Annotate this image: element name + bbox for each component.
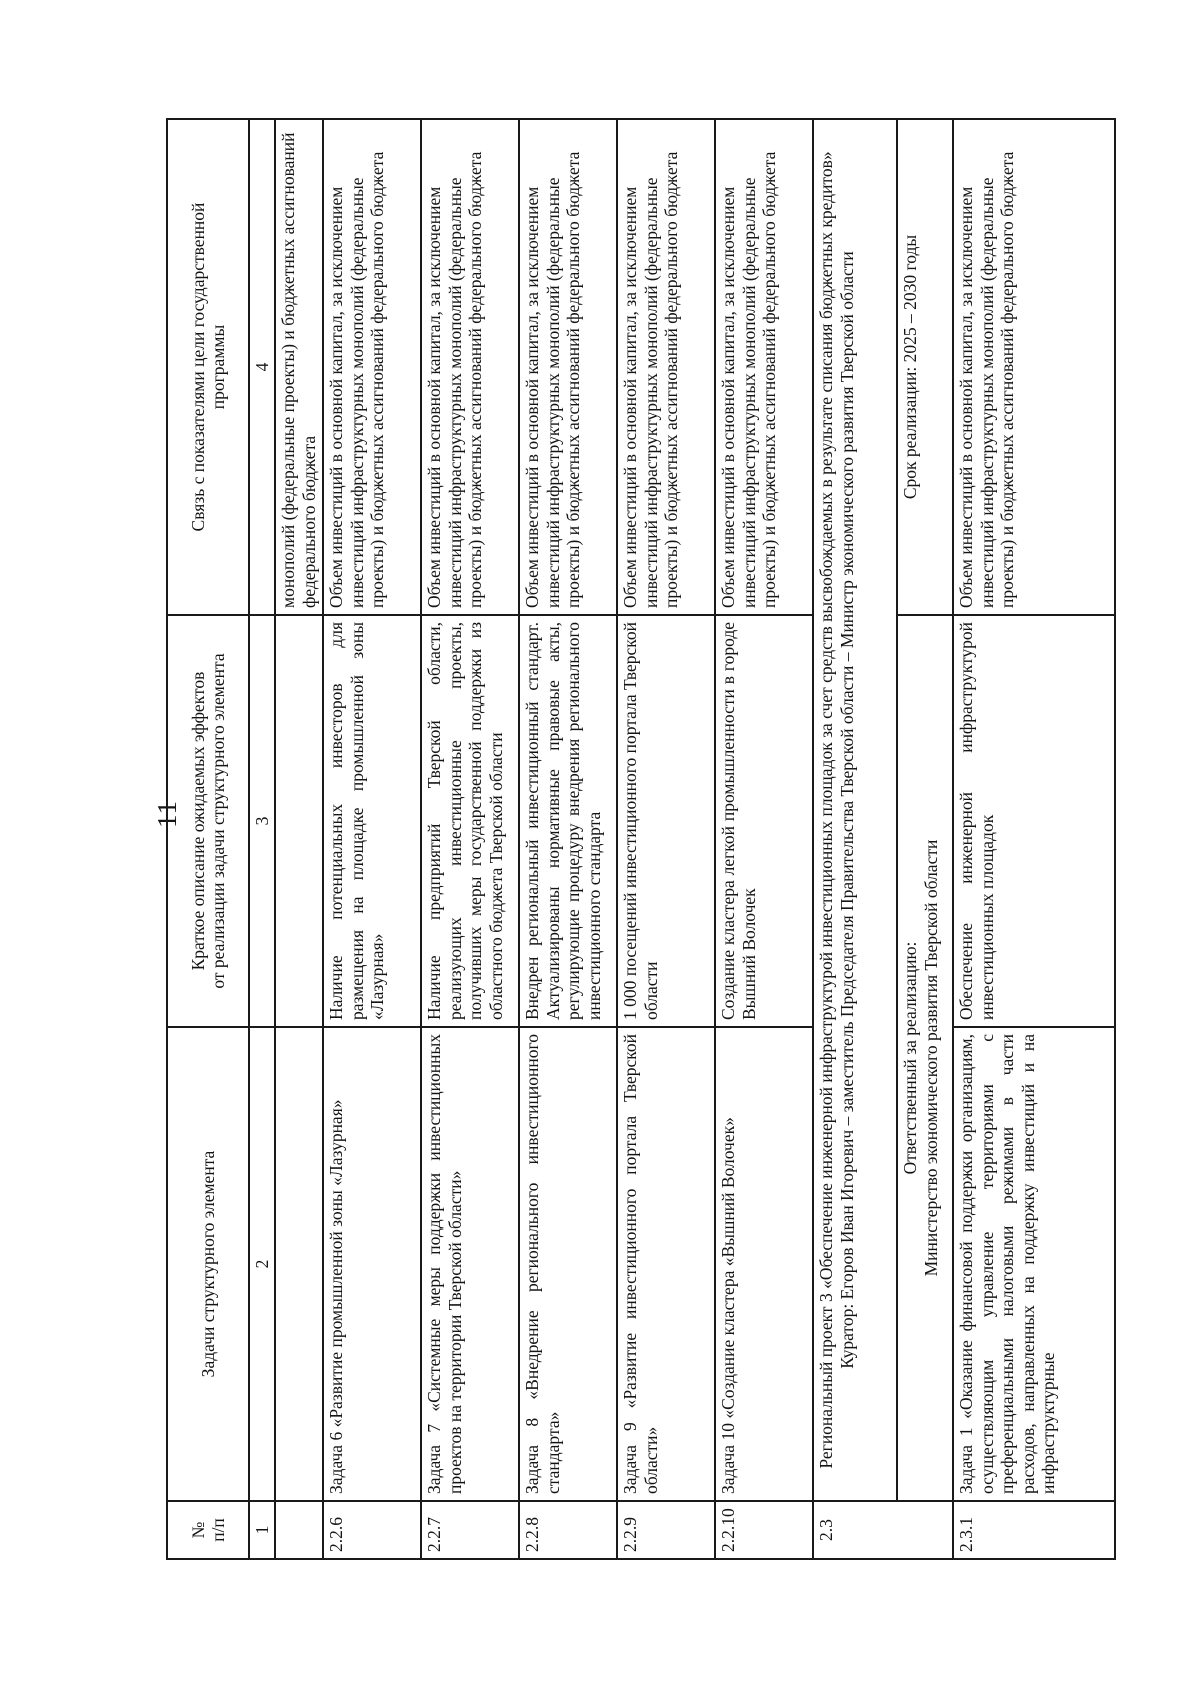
header-link: Связь с показателями цели государственной программы [167,119,249,615]
project-responsible-row [897,119,953,1559]
row-number: 2.2.8 [519,1501,617,1559]
row-effect: Наличие потенциальных инвесторов для размещения на площадке промышленной зоны «Лазурная» [323,615,421,1027]
table-row [519,119,617,1559]
row-link: Объем инвестиций в основной капитал, за исключением инвестиций инфраструктурных монополий (федеральные проекты) и бюджетных ассигнований федерального бюджета [617,119,715,615]
continuation-effect [275,615,323,1027]
table-row [953,119,1115,1559]
row-task: Задача 6 «Развитие промышленной зоны «Лазурная» [323,1027,421,1501]
row-number: 2.2.9 [617,1501,715,1559]
project-curator: Куратор: Егоров Иван Игоревич – заместитель Председателя Правительства Тверской области – Министр экономического развития Тверской области [836,251,857,1369]
row-effect: Обеспечение инженерной инфраструктурой инвестиционных площадок [953,615,1115,1027]
row-link: Объем инвестиций в основной капитал, за исключением инвестиций инфраструктурных монополий (федеральные проекты) и бюджетных ассигнований федерального бюджета [953,119,1115,615]
project-title: Региональный проект 3 «Обеспечение инженерной инфраструктурой инвестиционных площадок за счет средств высвобождаемых в результате списания бюджетных кредитов» [816,151,837,1469]
row-effect: Создание кластера легкой промышленности в городе Вышний Волочек [715,615,813,1027]
row-link: Объем инвестиций в основной капитал, за исключением инвестиций инфраструктурных монополий (федеральные проекты) и бюджетных ассигнований федерального бюджета [323,119,421,615]
row-task: Задача 8 «Внедрение регионального инвестиционного стандарта» [519,1027,617,1501]
row-link: Объем инвестиций в основной капитал, за исключением инвестиций инфраструктурных монополий (федеральные проекты) и бюджетных ассигнований федерального бюджета [421,119,519,615]
project-number: 2.3 [813,1501,953,1559]
header-number: № п/п [167,1501,249,1559]
row-effect: Наличие предприятий Тверской области, реализующих инвестиционные проекты, получивших меры государственной поддержки из областного бюджета Тверской области [421,615,519,1027]
project-title-cell [813,119,897,1501]
table-row [323,119,421,1559]
row-number: 2.2.10 [715,1501,813,1559]
row-effect: Внедрен региональный инвестиционный стандарт. Актуализированы нормативные правовые акты, регулирующие процедуру внедрения регионального инвестиционного стандарта [519,615,617,1027]
continuation-task [275,1027,323,1501]
table-row [421,119,519,1559]
row-task: Задача 1 «Оказание финансовой поддержки организациям, осуществляющим управление территориями с преференциальными налоговыми режимами в части расходов, направленных на поддержку инвестиций и на инфраструктурные [953,1027,1115,1501]
row-task: Задача 7 «Системные меры поддержки инвестиционных проектов на территории Тверской области» [421,1027,519,1501]
row-number: 2.2.6 [323,1501,421,1559]
row-task: Задача 9 «Развитие инвестиционного портала Тверской области» [617,1027,715,1501]
column-index-2: 2 [249,1027,275,1501]
table-row [617,119,715,1559]
row-number: 2.3.1 [953,1501,1115,1559]
row-link: Объем инвестиций в основной капитал, за исключением инвестиций инфраструктурных монополий (федеральные проекты) и бюджетных ассигнований федерального бюджета [715,119,813,615]
column-index-3: 3 [249,615,275,1027]
tasks-table [166,118,1116,1560]
row-number: 2.2.7 [421,1501,519,1559]
page-number: 11 [152,800,182,828]
responsible-label: Ответственный за реализацию: [900,941,921,1175]
continuation-row [275,119,323,1559]
project-header-row [813,119,897,1559]
row-link: Объем инвестиций в основной капитал, за исключением инвестиций инфраструктурных монополий (федеральные проекты) и бюджетных ассигнований федерального бюджета [519,119,617,615]
project-responsible-cell [897,615,953,1501]
continuation-link: монополий (федеральные проекты) и бюджетных ассигнований федерального бюджета [275,119,323,615]
column-index-row [249,119,275,1559]
header-effect: Краткое описание ожидаемых эффектов от реализации задачи структурного элемента [167,615,249,1027]
header-task: Задачи структурного элемента [167,1027,249,1501]
column-index-1: 1 [249,1501,275,1559]
row-task: Задача 10 «Создание кластера «Вышний Волочек» [715,1027,813,1501]
project-term: Срок реализации: 2025 – 2030 годы [897,119,953,615]
rotated-landscape-table [166,120,1116,1560]
row-effect: 1 000 посещений инвестиционного портала Тверской области [617,615,715,1027]
table-header-row [167,119,249,1559]
column-index-4: 4 [249,119,275,615]
table-row [715,119,813,1559]
responsible-ministry: Министерство экономического развития Тверской области [920,839,941,1277]
continuation-number [275,1501,323,1559]
